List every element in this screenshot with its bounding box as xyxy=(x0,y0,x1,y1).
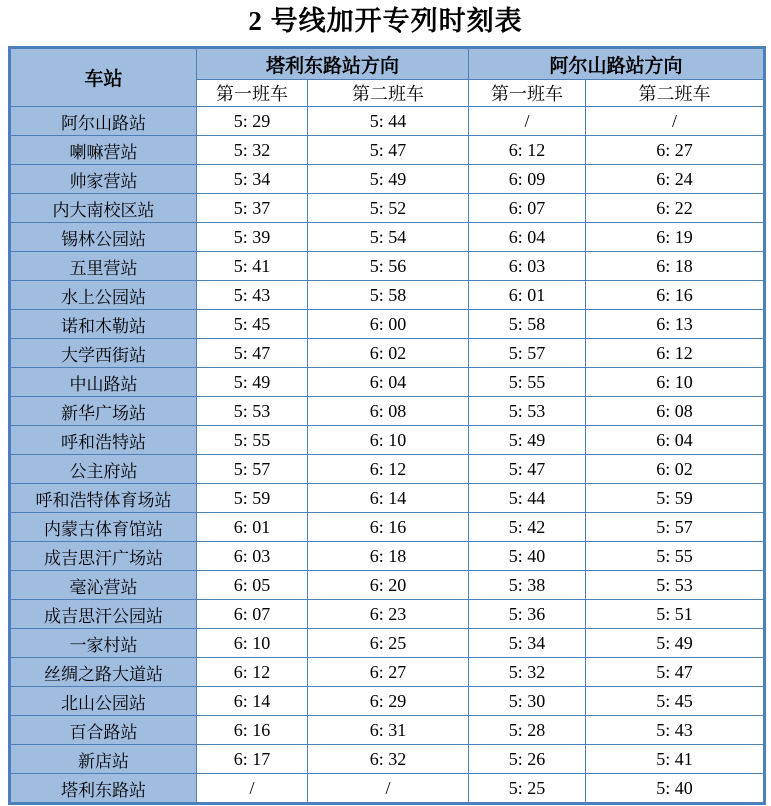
table-row xyxy=(10,658,765,687)
time-cell: 6: 19 xyxy=(586,223,765,252)
time-cell: 5: 43 xyxy=(586,716,765,745)
direction-header-row xyxy=(10,48,765,80)
station-name: 成吉思汗广场站 xyxy=(10,542,197,571)
station-name: 一家村站 xyxy=(10,629,197,658)
station-name: 内大南校区站 xyxy=(10,194,197,223)
timetable-body xyxy=(10,107,765,804)
time-cell: 6: 12 xyxy=(197,658,308,687)
time-cell: 5: 49 xyxy=(197,368,308,397)
station-name: 水上公园站 xyxy=(10,281,197,310)
time-cell: 5: 40 xyxy=(469,542,586,571)
time-cell: 5: 59 xyxy=(586,484,765,513)
time-cell: 6: 23 xyxy=(308,600,469,629)
time-cell: 5: 25 xyxy=(469,774,586,804)
time-cell: 6: 13 xyxy=(586,310,765,339)
table-row xyxy=(10,600,765,629)
time-cell: 5: 45 xyxy=(586,687,765,716)
time-cell: 6: 10 xyxy=(586,368,765,397)
table-row xyxy=(10,484,765,513)
time-cell: 5: 41 xyxy=(197,252,308,281)
time-cell: 6: 20 xyxy=(308,571,469,600)
direction-header-tali-east-road: 塔利东路站方向 xyxy=(197,48,469,80)
time-cell: 5: 40 xyxy=(586,774,765,804)
station-name: 新店站 xyxy=(10,745,197,774)
station-name: 内蒙古体育馆站 xyxy=(10,513,197,542)
time-cell: 5: 28 xyxy=(469,716,586,745)
time-cell: 6: 12 xyxy=(308,455,469,484)
time-cell: 5: 32 xyxy=(197,136,308,165)
time-cell: 6: 10 xyxy=(197,629,308,658)
time-cell: 6: 22 xyxy=(586,194,765,223)
time-cell: 5: 37 xyxy=(197,194,308,223)
station-name: 新华广场站 xyxy=(10,397,197,426)
time-cell: 6: 16 xyxy=(586,281,765,310)
time-cell: 5: 53 xyxy=(586,571,765,600)
time-cell: 6: 08 xyxy=(586,397,765,426)
table-row xyxy=(10,310,765,339)
table-row xyxy=(10,542,765,571)
station-name: 北山公园站 xyxy=(10,687,197,716)
time-cell: 5: 54 xyxy=(308,223,469,252)
time-cell: 6: 01 xyxy=(469,281,586,310)
time-cell: 5: 38 xyxy=(469,571,586,600)
table-row xyxy=(10,774,765,804)
time-cell: 6: 04 xyxy=(469,223,586,252)
time-cell: 5: 49 xyxy=(308,165,469,194)
time-cell: 5: 42 xyxy=(469,513,586,542)
station-name: 锡林公园站 xyxy=(10,223,197,252)
time-cell: 6: 16 xyxy=(197,716,308,745)
time-cell: 5: 47 xyxy=(308,136,469,165)
time-cell: 5: 57 xyxy=(469,339,586,368)
time-cell: 6: 29 xyxy=(308,687,469,716)
first-train-header-dir2: 第一班车 xyxy=(469,80,586,107)
table-row xyxy=(10,107,765,136)
time-cell: 6: 09 xyxy=(469,165,586,194)
time-cell: 5: 53 xyxy=(197,397,308,426)
page-title: 2 号线加开专列时刻表 xyxy=(248,6,523,36)
time-cell: 5: 55 xyxy=(197,426,308,455)
time-cell: 5: 30 xyxy=(469,687,586,716)
station-name: 五里营站 xyxy=(10,252,197,281)
station-name: 毫沁营站 xyxy=(10,571,197,600)
time-cell: 5: 47 xyxy=(586,658,765,687)
time-cell: 6: 03 xyxy=(469,252,586,281)
table-row xyxy=(10,281,765,310)
first-train-header-dir1: 第一班车 xyxy=(197,80,308,107)
time-cell: 6: 08 xyxy=(308,397,469,426)
timetable-header xyxy=(10,48,765,107)
station-name: 丝绸之路大道站 xyxy=(10,658,197,687)
time-cell: 6: 04 xyxy=(308,368,469,397)
time-cell: 5: 45 xyxy=(197,310,308,339)
time-cell: 6: 25 xyxy=(308,629,469,658)
time-cell: 6: 02 xyxy=(586,455,765,484)
time-cell: / xyxy=(308,774,469,804)
station-name: 大学西街站 xyxy=(10,339,197,368)
time-cell: 6: 14 xyxy=(308,484,469,513)
station-name: 中山路站 xyxy=(10,368,197,397)
time-cell: 5: 32 xyxy=(469,658,586,687)
station-name: 公主府站 xyxy=(10,455,197,484)
station-name: 喇嘛营站 xyxy=(10,136,197,165)
station-name: 阿尔山路站 xyxy=(10,107,197,136)
time-cell: 6: 27 xyxy=(586,136,765,165)
station-name: 诺和木勒站 xyxy=(10,310,197,339)
time-cell: 6: 02 xyxy=(308,339,469,368)
time-cell: 6: 24 xyxy=(586,165,765,194)
time-cell: 6: 07 xyxy=(197,600,308,629)
time-cell: 5: 47 xyxy=(197,339,308,368)
time-cell: 5: 53 xyxy=(469,397,586,426)
station-column-header: 车站 xyxy=(10,48,197,107)
time-cell: 6: 05 xyxy=(197,571,308,600)
time-cell: 5: 34 xyxy=(197,165,308,194)
time-cell: 5: 58 xyxy=(308,281,469,310)
time-cell: 6: 12 xyxy=(586,339,765,368)
time-cell: 6: 12 xyxy=(469,136,586,165)
time-cell: / xyxy=(197,774,308,804)
table-row xyxy=(10,397,765,426)
time-cell: 5: 57 xyxy=(197,455,308,484)
table-row xyxy=(10,571,765,600)
table-row xyxy=(10,513,765,542)
time-cell: 5: 41 xyxy=(586,745,765,774)
time-cell: / xyxy=(469,107,586,136)
time-cell: 5: 56 xyxy=(308,252,469,281)
time-cell: 6: 32 xyxy=(308,745,469,774)
time-cell: 5: 57 xyxy=(586,513,765,542)
time-cell: 5: 39 xyxy=(197,223,308,252)
time-cell: 5: 55 xyxy=(586,542,765,571)
time-cell: 6: 14 xyxy=(197,687,308,716)
time-cell: 5: 43 xyxy=(197,281,308,310)
station-name: 呼和浩特体育场站 xyxy=(10,484,197,513)
time-cell: 5: 44 xyxy=(308,107,469,136)
station-name: 成吉思汗公园站 xyxy=(10,600,197,629)
station-name: 塔利东路站 xyxy=(10,774,197,804)
table-row xyxy=(10,455,765,484)
table-row xyxy=(10,136,765,165)
station-name: 百合路站 xyxy=(10,716,197,745)
second-train-header-dir1: 第二班车 xyxy=(308,80,469,107)
table-row xyxy=(10,339,765,368)
time-cell: 6: 27 xyxy=(308,658,469,687)
second-train-header-dir2: 第二班车 xyxy=(586,80,765,107)
time-cell: 5: 44 xyxy=(469,484,586,513)
station-name: 帅家营站 xyxy=(10,165,197,194)
time-cell: 5: 55 xyxy=(469,368,586,397)
table-row xyxy=(10,426,765,455)
time-cell: 6: 18 xyxy=(308,542,469,571)
time-cell: 5: 59 xyxy=(197,484,308,513)
table-row xyxy=(10,252,765,281)
time-cell: 6: 10 xyxy=(308,426,469,455)
time-cell: 6: 04 xyxy=(586,426,765,455)
time-cell: 5: 34 xyxy=(469,629,586,658)
time-cell: 5: 58 xyxy=(469,310,586,339)
time-cell: 6: 18 xyxy=(586,252,765,281)
table-row xyxy=(10,687,765,716)
time-cell: 5: 51 xyxy=(586,600,765,629)
table-row xyxy=(10,165,765,194)
time-cell: 6: 07 xyxy=(469,194,586,223)
direction-header-arshan-road: 阿尔山路站方向 xyxy=(469,48,765,80)
time-cell: 6: 16 xyxy=(308,513,469,542)
time-cell: 6: 03 xyxy=(197,542,308,571)
table-row xyxy=(10,745,765,774)
station-name: 呼和浩特站 xyxy=(10,426,197,455)
time-cell: 6: 31 xyxy=(308,716,469,745)
table-row xyxy=(10,716,765,745)
time-cell: 6: 00 xyxy=(308,310,469,339)
time-cell: 6: 01 xyxy=(197,513,308,542)
time-cell: / xyxy=(586,107,765,136)
table-row xyxy=(10,194,765,223)
time-cell: 5: 47 xyxy=(469,455,586,484)
time-cell: 5: 49 xyxy=(586,629,765,658)
table-row xyxy=(10,629,765,658)
time-cell: 5: 26 xyxy=(469,745,586,774)
table-row xyxy=(10,223,765,252)
time-cell: 5: 36 xyxy=(469,600,586,629)
table-row xyxy=(10,368,765,397)
time-cell: 5: 52 xyxy=(308,194,469,223)
time-cell: 5: 49 xyxy=(469,426,586,455)
time-cell: 5: 29 xyxy=(197,107,308,136)
timetable xyxy=(8,46,766,805)
time-cell: 6: 17 xyxy=(197,745,308,774)
